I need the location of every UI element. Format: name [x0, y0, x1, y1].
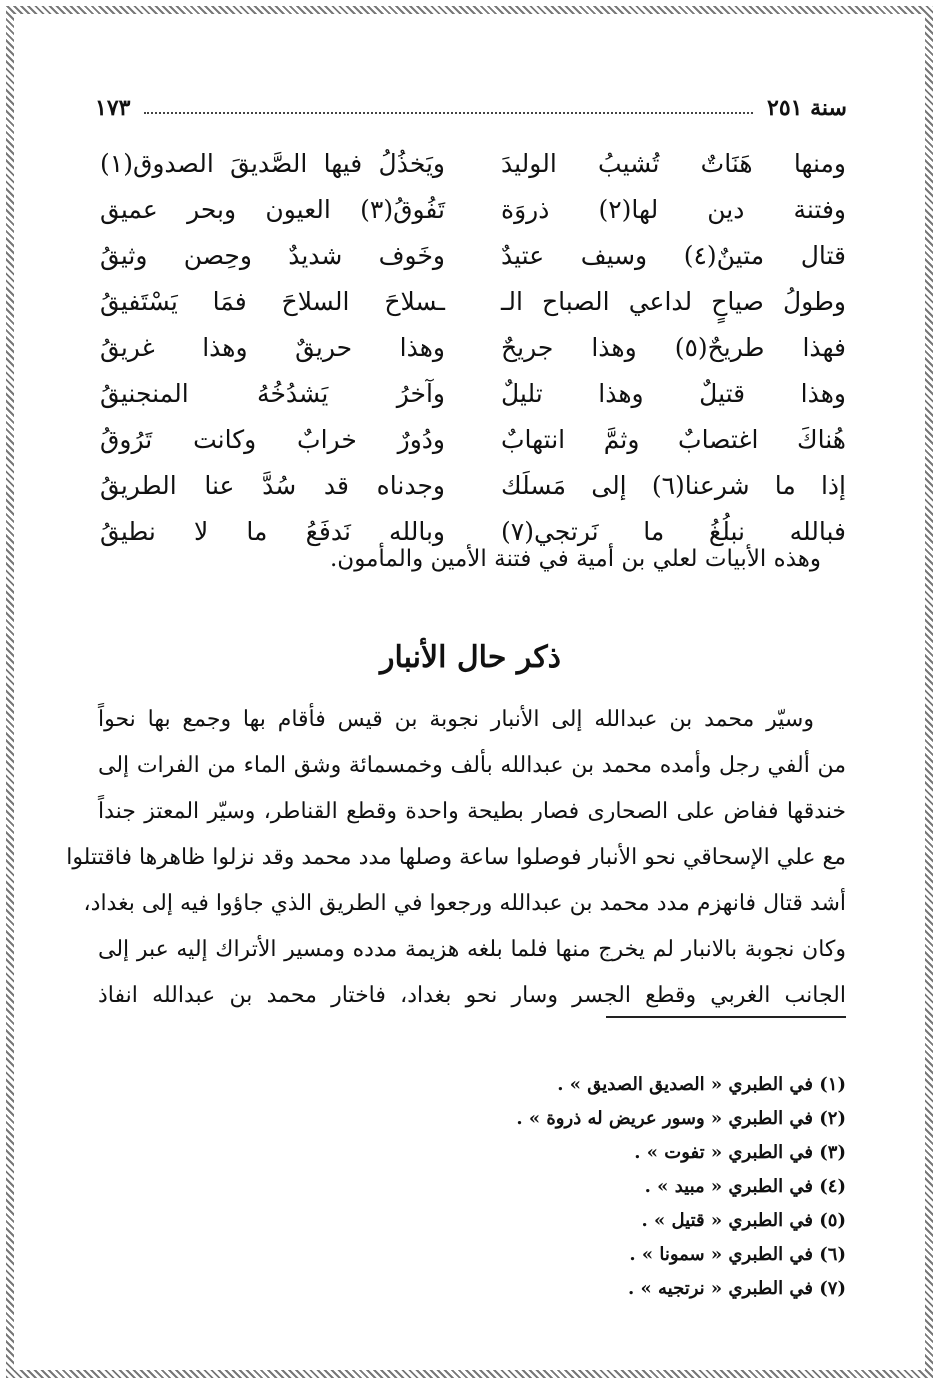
verse-line — [100, 462, 846, 508]
footnote: (٣) في الطبري « تفوت » . — [634, 1142, 846, 1163]
first-hemistich: ومنها هَنَاتٌ تُشيبُ الوليدَ — [501, 148, 846, 178]
first-hemistich: إذا ما شرعنا(٦) إلى مَسلَك — [501, 470, 846, 500]
second-hemistich: ودُورٌ خرابٌ وكانت تَرُوقُ — [100, 424, 445, 454]
verse-line — [100, 140, 846, 186]
first-hemistich: قتال متينٌ(٤) وسيف عتيدٌ — [501, 240, 846, 270]
body-paragraph — [66, 697, 846, 1019]
footnote: (٢) في الطبري « وسور عريض له ذروة » . — [516, 1108, 846, 1129]
second-hemistich: ويَخذُلُ فيها الصَّديقَ الصدوق(١) — [100, 148, 445, 178]
verse-line — [100, 232, 846, 278]
section-title: ذكر حال الأنبار — [379, 640, 562, 675]
second-hemistich: وهذا حريقٌ وهذا غريقُ — [100, 332, 445, 362]
poem-attribution: وهذه الأبيات لعلي بن أمية في فتنة الأمين والمأمون. — [330, 546, 821, 572]
verse-line — [100, 278, 846, 324]
second-hemistich: ـسلاحَ السلاحَ فمَا يَسْتَفيقُ — [100, 286, 445, 316]
page-number: ١٧٣ — [95, 95, 131, 121]
header-year: سنة ٢٥١ — [767, 95, 847, 121]
verse-line — [100, 416, 846, 462]
running-header — [95, 90, 847, 126]
body-line: مع علي الإسحاقي نحو الأنبار فوصلوا ساعة وصلها مدد محمد وقد نزلوا ظاهرها فاقتتلوا — [66, 845, 846, 870]
poem-block — [100, 140, 846, 554]
verse-line — [100, 324, 846, 370]
second-hemistich: تَفُوقُ(٣) العيون وبحر عميق — [100, 194, 445, 224]
first-hemistich: فهذا طريحٌ(٥) وهذا جريحٌ — [501, 332, 846, 362]
second-hemistich: وبالله نَدفَعُ ما لا نطيقُ — [100, 516, 445, 546]
body-line: وسيّر محمد بن عبدالله إلى الأنبار نجوبة بن قيس فأقام بها وجمع بها نحواً — [98, 707, 814, 732]
verse-line — [100, 370, 846, 416]
footnote: (٥) في الطبري « قتيل » . — [641, 1210, 846, 1231]
footnote-separator — [606, 1016, 846, 1018]
footnote: (١) في الطبري « الصديق الصديق » . — [557, 1074, 846, 1095]
second-hemistich: وجدناه قد سُدَّ عنا الطريقُ — [100, 470, 445, 500]
first-hemistich: فبالله نبلُغُ ما نَرتجي(٧) — [501, 516, 846, 546]
body-line: أشد قتال فانهزم مدد محمد بن عبدالله ورجعوا في الطريق الذي جاؤوا فيه إلى بغداد، — [83, 891, 846, 916]
body-line: الجانب الغربي وقطع الجسر وسار نحو بغداد، فاختار محمد بن عبدالله انفاذ — [98, 983, 846, 1008]
footnote: (٦) في الطبري « سمونا » . — [629, 1244, 846, 1265]
second-hemistich: وخَوف شديدٌ وحِصن وثيقُ — [100, 240, 445, 270]
first-hemistich: وطولُ صياحٍ لداعي الصباح الـ — [501, 286, 846, 316]
footnotes — [516, 1068, 846, 1306]
verse-line — [100, 186, 846, 232]
footnote: (٧) في الطبري « نرتجيه » . — [627, 1278, 846, 1299]
second-hemistich: وآخرُ يَشدُخُهُ المنجنيقُ — [100, 378, 445, 408]
first-hemistich: وفتنة دين لها(٢) ذروَة — [501, 194, 847, 224]
body-line: خندقها ففاض على الصحارى فصار بطيحة واحدة وقطع القناطر، وسيّر المعتز جنداً — [98, 799, 846, 824]
body-line: من ألفي رجل وأمده محمد بن عبدالله بألف وخمسمائة وشق الماء من الفرات إلى — [98, 753, 846, 778]
body-line: وكان نجوبة بالانبار لم يخرج منها فلما بلغه هزيمة مدده ومسير الأتراك إليه عبر إلى — [98, 937, 846, 962]
first-hemistich: هُناكَ اغتصابٌ وثمَّ انتهابٌ — [501, 424, 846, 454]
first-hemistich: وهذا قتيلٌ وهذا تليلٌ — [501, 378, 846, 408]
header-dot-leader — [144, 112, 753, 114]
footnote: (٤) في الطبري « مبيد » . — [644, 1176, 846, 1197]
